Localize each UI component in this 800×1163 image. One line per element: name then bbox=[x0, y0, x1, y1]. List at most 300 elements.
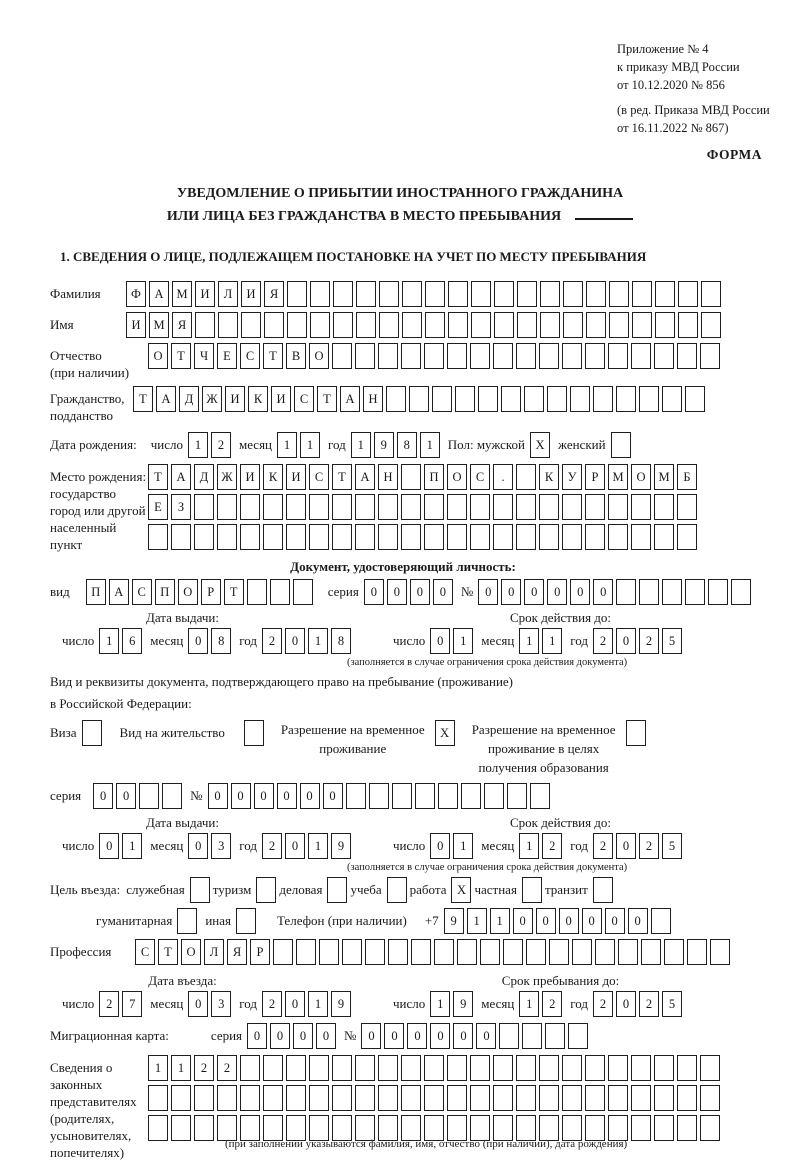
char-cell[interactable]: 9 bbox=[374, 432, 394, 458]
char-cell[interactable] bbox=[247, 579, 267, 605]
purpose-transit-checkbox[interactable] bbox=[593, 877, 616, 903]
char-cell[interactable]: 3 bbox=[211, 833, 231, 859]
passport-issue-day-cells[interactable] bbox=[99, 628, 145, 654]
char-cell[interactable] bbox=[177, 908, 197, 934]
char-cell[interactable] bbox=[402, 281, 422, 307]
char-cell[interactable] bbox=[608, 343, 628, 369]
char-cell[interactable]: Я bbox=[264, 281, 284, 307]
char-cell[interactable] bbox=[355, 1085, 375, 1111]
char-cell[interactable] bbox=[286, 1085, 306, 1111]
citizenship-cells[interactable] bbox=[133, 386, 708, 412]
char-cell[interactable] bbox=[708, 579, 728, 605]
permit-valid-month-cells[interactable] bbox=[519, 833, 565, 859]
char-cell[interactable] bbox=[342, 939, 362, 965]
char-cell[interactable] bbox=[401, 1085, 421, 1111]
char-cell[interactable] bbox=[524, 386, 544, 412]
char-cell[interactable] bbox=[570, 386, 590, 412]
char-cell[interactable] bbox=[240, 1055, 260, 1081]
purpose-business-checkbox[interactable] bbox=[190, 877, 213, 903]
char-cell[interactable] bbox=[332, 343, 352, 369]
char-cell[interactable]: 0 bbox=[316, 1023, 336, 1049]
char-cell[interactable] bbox=[378, 494, 398, 520]
char-cell[interactable] bbox=[194, 494, 214, 520]
char-cell[interactable] bbox=[309, 1055, 329, 1081]
migration-series-cells[interactable] bbox=[247, 1023, 339, 1049]
char-cell[interactable]: А bbox=[171, 464, 191, 490]
char-cell[interactable]: 1 bbox=[122, 833, 142, 859]
char-cell[interactable] bbox=[244, 720, 264, 746]
char-cell[interactable]: И bbox=[126, 312, 146, 338]
char-cell[interactable]: 0 bbox=[616, 991, 636, 1017]
char-cell[interactable] bbox=[609, 281, 629, 307]
char-cell[interactable]: 0 bbox=[410, 579, 430, 605]
char-cell[interactable] bbox=[641, 939, 661, 965]
char-cell[interactable] bbox=[270, 579, 290, 605]
sex-male-checkbox[interactable] bbox=[530, 432, 553, 458]
entry-day-cells[interactable] bbox=[99, 991, 145, 1017]
char-cell[interactable] bbox=[287, 312, 307, 338]
char-cell[interactable]: 1 bbox=[519, 833, 539, 859]
char-cell[interactable] bbox=[286, 494, 306, 520]
char-cell[interactable] bbox=[448, 312, 468, 338]
char-cell[interactable] bbox=[700, 1055, 720, 1081]
char-cell[interactable]: О bbox=[181, 939, 201, 965]
char-cell[interactable] bbox=[654, 1115, 674, 1141]
char-cell[interactable] bbox=[471, 312, 491, 338]
char-cell[interactable] bbox=[388, 939, 408, 965]
char-cell[interactable] bbox=[455, 386, 475, 412]
char-cell[interactable] bbox=[609, 312, 629, 338]
char-cell[interactable] bbox=[190, 877, 210, 903]
char-cell[interactable] bbox=[631, 343, 651, 369]
char-cell[interactable]: Л bbox=[204, 939, 224, 965]
residence-permit-checkbox[interactable] bbox=[244, 720, 267, 746]
char-cell[interactable]: Т bbox=[133, 386, 153, 412]
char-cell[interactable]: 0 bbox=[387, 579, 407, 605]
char-cell[interactable] bbox=[218, 312, 238, 338]
char-cell[interactable] bbox=[447, 494, 467, 520]
char-cell[interactable]: 2 bbox=[639, 628, 659, 654]
char-cell[interactable] bbox=[425, 281, 445, 307]
char-cell[interactable] bbox=[585, 494, 605, 520]
char-cell[interactable] bbox=[447, 1055, 467, 1081]
char-cell[interactable]: П bbox=[424, 464, 444, 490]
temp-residence-checkbox[interactable] bbox=[435, 720, 458, 746]
char-cell[interactable] bbox=[448, 281, 468, 307]
char-cell[interactable]: 1 bbox=[519, 628, 539, 654]
char-cell[interactable]: 0 bbox=[285, 991, 305, 1017]
char-cell[interactable] bbox=[700, 1085, 720, 1111]
char-cell[interactable] bbox=[493, 343, 513, 369]
char-cell[interactable] bbox=[402, 312, 422, 338]
entry-month-cells[interactable] bbox=[188, 991, 234, 1017]
char-cell[interactable]: 0 bbox=[247, 1023, 267, 1049]
char-cell[interactable] bbox=[585, 343, 605, 369]
char-cell[interactable]: З bbox=[171, 494, 191, 520]
char-cell[interactable] bbox=[332, 1085, 352, 1111]
char-cell[interactable] bbox=[346, 783, 366, 809]
char-cell[interactable] bbox=[522, 1023, 542, 1049]
passport-issue-month-cells[interactable] bbox=[188, 628, 234, 654]
char-cell[interactable] bbox=[585, 1055, 605, 1081]
char-cell[interactable] bbox=[595, 939, 615, 965]
purpose-humanitarian-checkbox[interactable] bbox=[177, 908, 200, 934]
char-cell[interactable] bbox=[240, 494, 260, 520]
char-cell[interactable] bbox=[162, 783, 182, 809]
char-cell[interactable]: 1 bbox=[467, 908, 487, 934]
char-cell[interactable] bbox=[240, 524, 260, 550]
char-cell[interactable]: 2 bbox=[593, 991, 613, 1017]
char-cell[interactable] bbox=[654, 343, 674, 369]
char-cell[interactable]: О bbox=[178, 579, 198, 605]
char-cell[interactable] bbox=[470, 1085, 490, 1111]
char-cell[interactable]: С bbox=[240, 343, 260, 369]
char-cell[interactable] bbox=[616, 386, 636, 412]
char-cell[interactable] bbox=[493, 1055, 513, 1081]
char-cell[interactable] bbox=[501, 386, 521, 412]
passport-valid-day-cells[interactable] bbox=[430, 628, 476, 654]
char-cell[interactable] bbox=[651, 908, 671, 934]
char-cell[interactable] bbox=[539, 343, 559, 369]
char-cell[interactable] bbox=[494, 281, 514, 307]
surname-cells[interactable] bbox=[126, 281, 724, 307]
char-cell[interactable]: 0 bbox=[384, 1023, 404, 1049]
char-cell[interactable]: 0 bbox=[433, 579, 453, 605]
char-cell[interactable] bbox=[241, 312, 261, 338]
char-cell[interactable]: 0 bbox=[407, 1023, 427, 1049]
permit-series-cells[interactable] bbox=[93, 783, 185, 809]
char-cell[interactable] bbox=[654, 494, 674, 520]
representatives-cells-row1[interactable] bbox=[148, 1055, 723, 1081]
char-cell[interactable] bbox=[217, 494, 237, 520]
char-cell[interactable] bbox=[401, 524, 421, 550]
char-cell[interactable] bbox=[499, 1023, 519, 1049]
char-cell[interactable]: 1 bbox=[351, 432, 371, 458]
char-cell[interactable] bbox=[639, 579, 659, 605]
char-cell[interactable]: 0 bbox=[361, 1023, 381, 1049]
char-cell[interactable]: С bbox=[470, 464, 490, 490]
birth-day-cells[interactable] bbox=[188, 432, 234, 458]
char-cell[interactable] bbox=[547, 386, 567, 412]
char-cell[interactable] bbox=[662, 386, 682, 412]
purpose-work-checkbox[interactable] bbox=[451, 877, 474, 903]
char-cell[interactable]: 1 bbox=[420, 432, 440, 458]
char-cell[interactable]: Н bbox=[378, 464, 398, 490]
permit-valid-year-cells[interactable] bbox=[593, 833, 685, 859]
char-cell[interactable] bbox=[356, 281, 376, 307]
char-cell[interactable] bbox=[540, 281, 560, 307]
char-cell[interactable] bbox=[585, 1085, 605, 1111]
char-cell[interactable]: С bbox=[309, 464, 329, 490]
char-cell[interactable]: С bbox=[294, 386, 314, 412]
char-cell[interactable]: . bbox=[493, 464, 513, 490]
char-cell[interactable] bbox=[332, 494, 352, 520]
char-cell[interactable]: О bbox=[447, 464, 467, 490]
permit-issue-day-cells[interactable] bbox=[99, 833, 145, 859]
char-cell[interactable]: 0 bbox=[536, 908, 556, 934]
char-cell[interactable] bbox=[545, 1023, 565, 1049]
sex-female-checkbox[interactable] bbox=[611, 432, 634, 458]
char-cell[interactable] bbox=[171, 524, 191, 550]
char-cell[interactable]: 1 bbox=[430, 991, 450, 1017]
char-cell[interactable] bbox=[526, 939, 546, 965]
char-cell[interactable]: 0 bbox=[188, 833, 208, 859]
char-cell[interactable]: Д bbox=[194, 464, 214, 490]
char-cell[interactable] bbox=[586, 281, 606, 307]
char-cell[interactable] bbox=[631, 1115, 651, 1141]
char-cell[interactable]: 0 bbox=[231, 783, 251, 809]
char-cell[interactable] bbox=[386, 386, 406, 412]
char-cell[interactable] bbox=[378, 524, 398, 550]
char-cell[interactable] bbox=[503, 939, 523, 965]
char-cell[interactable] bbox=[478, 386, 498, 412]
char-cell[interactable]: Т bbox=[158, 939, 178, 965]
char-cell[interactable]: Я bbox=[172, 312, 192, 338]
char-cell[interactable]: 1 bbox=[308, 833, 328, 859]
char-cell[interactable]: Д bbox=[179, 386, 199, 412]
char-cell[interactable]: 1 bbox=[453, 628, 473, 654]
purpose-study-checkbox[interactable] bbox=[387, 877, 410, 903]
char-cell[interactable] bbox=[516, 343, 536, 369]
permit-issue-year-cells[interactable] bbox=[262, 833, 354, 859]
patronymic-cells[interactable] bbox=[148, 343, 723, 369]
char-cell[interactable]: 0 bbox=[559, 908, 579, 934]
birth-place-cells-row1[interactable] bbox=[148, 464, 700, 490]
char-cell[interactable] bbox=[82, 720, 102, 746]
char-cell[interactable] bbox=[438, 783, 458, 809]
char-cell[interactable]: 2 bbox=[593, 628, 613, 654]
char-cell[interactable] bbox=[572, 939, 592, 965]
char-cell[interactable]: 0 bbox=[293, 1023, 313, 1049]
permit-issue-month-cells[interactable] bbox=[188, 833, 234, 859]
char-cell[interactable] bbox=[539, 1085, 559, 1111]
given-name-cells[interactable] bbox=[126, 312, 724, 338]
char-cell[interactable] bbox=[593, 386, 613, 412]
char-cell[interactable]: Т bbox=[224, 579, 244, 605]
char-cell[interactable]: 0 bbox=[582, 908, 602, 934]
char-cell[interactable] bbox=[678, 312, 698, 338]
char-cell[interactable]: А bbox=[109, 579, 129, 605]
char-cell[interactable] bbox=[355, 494, 375, 520]
char-cell[interactable] bbox=[493, 494, 513, 520]
char-cell[interactable] bbox=[401, 464, 421, 490]
char-cell[interactable]: 1 bbox=[490, 908, 510, 934]
char-cell[interactable] bbox=[392, 783, 412, 809]
char-cell[interactable]: И bbox=[195, 281, 215, 307]
char-cell[interactable]: 3 bbox=[211, 991, 231, 1017]
char-cell[interactable]: 1 bbox=[148, 1055, 168, 1081]
char-cell[interactable] bbox=[332, 1055, 352, 1081]
char-cell[interactable]: 0 bbox=[628, 908, 648, 934]
char-cell[interactable] bbox=[608, 524, 628, 550]
char-cell[interactable] bbox=[562, 1055, 582, 1081]
doc-series-cells[interactable] bbox=[364, 579, 456, 605]
char-cell[interactable]: И bbox=[271, 386, 291, 412]
char-cell[interactable]: 9 bbox=[331, 833, 351, 859]
char-cell[interactable]: 1 bbox=[188, 432, 208, 458]
char-cell[interactable] bbox=[434, 939, 454, 965]
char-cell[interactable]: 0 bbox=[501, 579, 521, 605]
char-cell[interactable]: У bbox=[562, 464, 582, 490]
char-cell[interactable] bbox=[507, 783, 527, 809]
char-cell[interactable]: Н bbox=[363, 386, 383, 412]
char-cell[interactable] bbox=[333, 312, 353, 338]
char-cell[interactable]: С bbox=[132, 579, 152, 605]
char-cell[interactable]: 0 bbox=[513, 908, 533, 934]
char-cell[interactable] bbox=[327, 877, 347, 903]
stay-year-cells[interactable] bbox=[593, 991, 685, 1017]
char-cell[interactable] bbox=[677, 1055, 697, 1081]
char-cell[interactable]: 9 bbox=[453, 991, 473, 1017]
char-cell[interactable]: 9 bbox=[444, 908, 464, 934]
char-cell[interactable] bbox=[309, 524, 329, 550]
char-cell[interactable]: 8 bbox=[331, 628, 351, 654]
char-cell[interactable] bbox=[171, 1115, 191, 1141]
char-cell[interactable] bbox=[608, 1055, 628, 1081]
char-cell[interactable]: С bbox=[135, 939, 155, 965]
char-cell[interactable]: 0 bbox=[285, 628, 305, 654]
char-cell[interactable]: 0 bbox=[285, 833, 305, 859]
char-cell[interactable]: 7 bbox=[122, 991, 142, 1017]
char-cell[interactable]: 2 bbox=[639, 833, 659, 859]
char-cell[interactable] bbox=[148, 524, 168, 550]
char-cell[interactable] bbox=[608, 1085, 628, 1111]
permit-number-cells[interactable] bbox=[208, 783, 553, 809]
char-cell[interactable]: 0 bbox=[430, 1023, 450, 1049]
char-cell[interactable]: Р bbox=[201, 579, 221, 605]
char-cell[interactable]: 5 bbox=[662, 833, 682, 859]
char-cell[interactable]: 1 bbox=[308, 991, 328, 1017]
char-cell[interactable] bbox=[263, 524, 283, 550]
char-cell[interactable] bbox=[296, 939, 316, 965]
char-cell[interactable]: 2 bbox=[262, 991, 282, 1017]
char-cell[interactable]: 0 bbox=[270, 1023, 290, 1049]
char-cell[interactable] bbox=[356, 312, 376, 338]
char-cell[interactable] bbox=[415, 783, 435, 809]
char-cell[interactable] bbox=[516, 464, 536, 490]
char-cell[interactable]: А bbox=[149, 281, 169, 307]
char-cell[interactable] bbox=[432, 386, 452, 412]
char-cell[interactable]: К bbox=[539, 464, 559, 490]
doc-number-cells[interactable] bbox=[478, 579, 754, 605]
char-cell[interactable] bbox=[424, 1085, 444, 1111]
char-cell[interactable] bbox=[148, 1085, 168, 1111]
char-cell[interactable] bbox=[409, 386, 429, 412]
char-cell[interactable] bbox=[309, 494, 329, 520]
char-cell[interactable]: X bbox=[451, 877, 471, 903]
char-cell[interactable]: Т bbox=[263, 343, 283, 369]
char-cell[interactable] bbox=[654, 1055, 674, 1081]
char-cell[interactable]: М bbox=[654, 464, 674, 490]
entry-year-cells[interactable] bbox=[262, 991, 354, 1017]
char-cell[interactable]: М bbox=[608, 464, 628, 490]
char-cell[interactable] bbox=[608, 494, 628, 520]
char-cell[interactable]: 0 bbox=[300, 783, 320, 809]
char-cell[interactable] bbox=[586, 312, 606, 338]
doc-kind-cells[interactable] bbox=[86, 579, 316, 605]
char-cell[interactable] bbox=[401, 494, 421, 520]
char-cell[interactable] bbox=[632, 312, 652, 338]
char-cell[interactable] bbox=[470, 494, 490, 520]
char-cell[interactable] bbox=[611, 432, 631, 458]
char-cell[interactable] bbox=[664, 939, 684, 965]
char-cell[interactable] bbox=[539, 1055, 559, 1081]
char-cell[interactable] bbox=[457, 939, 477, 965]
char-cell[interactable] bbox=[493, 1085, 513, 1111]
char-cell[interactable] bbox=[333, 281, 353, 307]
char-cell[interactable] bbox=[319, 939, 339, 965]
char-cell[interactable] bbox=[424, 524, 444, 550]
char-cell[interactable]: М bbox=[149, 312, 169, 338]
char-cell[interactable]: 2 bbox=[262, 833, 282, 859]
char-cell[interactable] bbox=[517, 312, 537, 338]
visa-checkbox[interactable] bbox=[82, 720, 105, 746]
char-cell[interactable] bbox=[470, 524, 490, 550]
char-cell[interactable]: Е bbox=[148, 494, 168, 520]
char-cell[interactable] bbox=[700, 1115, 720, 1141]
char-cell[interactable] bbox=[562, 524, 582, 550]
char-cell[interactable]: 0 bbox=[188, 991, 208, 1017]
char-cell[interactable] bbox=[387, 877, 407, 903]
char-cell[interactable]: 1 bbox=[308, 628, 328, 654]
char-cell[interactable]: П bbox=[155, 579, 175, 605]
char-cell[interactable] bbox=[516, 1055, 536, 1081]
char-cell[interactable] bbox=[639, 386, 659, 412]
char-cell[interactable] bbox=[700, 343, 720, 369]
char-cell[interactable]: П bbox=[86, 579, 106, 605]
char-cell[interactable] bbox=[494, 312, 514, 338]
char-cell[interactable]: О bbox=[148, 343, 168, 369]
char-cell[interactable]: 2 bbox=[99, 991, 119, 1017]
char-cell[interactable] bbox=[549, 939, 569, 965]
char-cell[interactable] bbox=[585, 524, 605, 550]
char-cell[interactable]: Т bbox=[332, 464, 352, 490]
char-cell[interactable] bbox=[217, 524, 237, 550]
char-cell[interactable]: 0 bbox=[364, 579, 384, 605]
char-cell[interactable]: 1 bbox=[453, 833, 473, 859]
char-cell[interactable] bbox=[310, 312, 330, 338]
char-cell[interactable]: Ж bbox=[202, 386, 222, 412]
char-cell[interactable] bbox=[470, 343, 490, 369]
char-cell[interactable] bbox=[626, 720, 646, 746]
char-cell[interactable] bbox=[461, 783, 481, 809]
char-cell[interactable]: 2 bbox=[639, 991, 659, 1017]
char-cell[interactable] bbox=[411, 939, 431, 965]
char-cell[interactable] bbox=[618, 939, 638, 965]
char-cell[interactable]: 9 bbox=[331, 991, 351, 1017]
char-cell[interactable] bbox=[369, 783, 389, 809]
char-cell[interactable]: 2 bbox=[217, 1055, 237, 1081]
char-cell[interactable] bbox=[632, 281, 652, 307]
char-cell[interactable]: 1 bbox=[277, 432, 297, 458]
purpose-tourism-checkbox[interactable] bbox=[256, 877, 279, 903]
char-cell[interactable]: 0 bbox=[208, 783, 228, 809]
char-cell[interactable] bbox=[424, 494, 444, 520]
char-cell[interactable] bbox=[593, 877, 613, 903]
char-cell[interactable] bbox=[263, 494, 283, 520]
char-cell[interactable]: 0 bbox=[453, 1023, 473, 1049]
char-cell[interactable]: 5 bbox=[662, 991, 682, 1017]
migration-number-cells[interactable] bbox=[361, 1023, 591, 1049]
purpose-other-checkbox[interactable] bbox=[236, 908, 259, 934]
char-cell[interactable]: X bbox=[530, 432, 550, 458]
representatives-cells-row2[interactable] bbox=[148, 1085, 723, 1111]
char-cell[interactable] bbox=[401, 1055, 421, 1081]
char-cell[interactable] bbox=[139, 783, 159, 809]
birth-place-cells-row2[interactable] bbox=[148, 494, 700, 520]
char-cell[interactable] bbox=[401, 343, 421, 369]
char-cell[interactable] bbox=[293, 579, 313, 605]
